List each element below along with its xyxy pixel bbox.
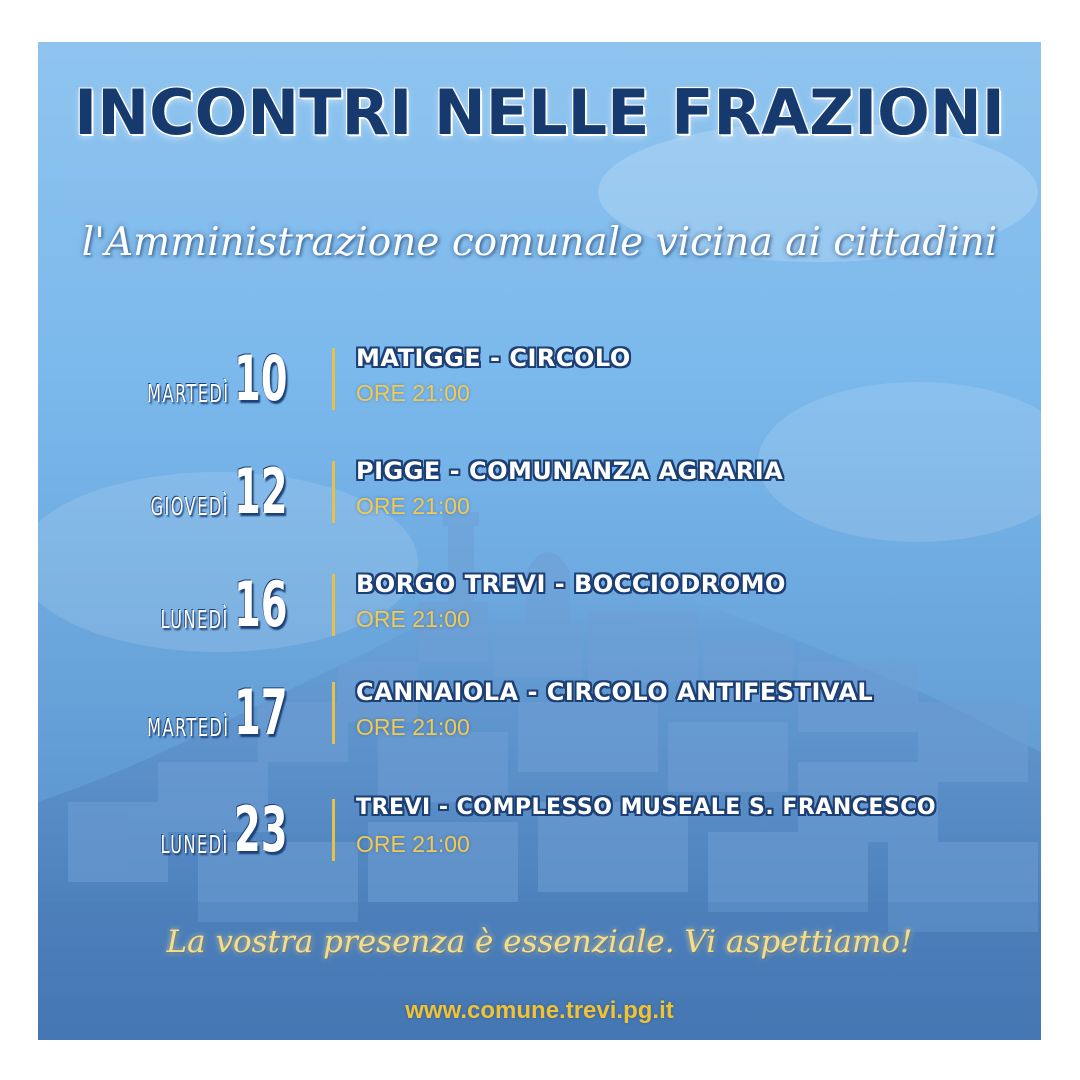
event-day-name: MARTEDÌ — [146, 713, 229, 742]
event-time: ORE 21:00 — [356, 714, 470, 740]
event-day-number: 16 — [234, 568, 288, 641]
event-day-number: 17 — [234, 676, 288, 749]
event-place: BORGO TREVI - BOCCIODROMO — [356, 570, 786, 598]
website-link[interactable]: www.comune.trevi.pg.it — [405, 997, 674, 1024]
event-item — [38, 568, 1041, 648]
event-time: ORE 21:00 — [356, 606, 470, 632]
event-day-name: MARTEDÌ — [146, 379, 229, 408]
event-day-name: GIOVEDÌ — [150, 492, 229, 521]
poster-title: INCONTRI NELLE FRAZIONI — [74, 76, 1005, 149]
event-day-number: 23 — [234, 793, 288, 866]
event-place: TREVI - COMPLESSO MUSEALE S. FRANCESCO — [356, 795, 937, 820]
event-time: ORE 21:00 — [356, 380, 470, 406]
event-item — [38, 793, 1041, 873]
event-poster — [38, 42, 1041, 1040]
event-day-name: LUNEDÌ — [160, 830, 229, 859]
event-day-number: 10 — [234, 342, 288, 415]
event-divider — [332, 461, 335, 523]
event-time: ORE 21:00 — [356, 831, 470, 857]
event-time: ORE 21:00 — [356, 493, 470, 519]
event-divider — [332, 574, 335, 636]
event-place: MATIGGE - CIRCOLO — [356, 344, 631, 372]
poster-tagline: La vostra presenza è essenziale. Vi aspettiamo! — [166, 924, 913, 960]
poster-subtitle: l'Amministrazione comunale vicina ai cittadini — [81, 220, 998, 265]
event-day-name: LUNEDÌ — [160, 605, 229, 634]
event-item — [38, 455, 1041, 535]
event-divider — [332, 799, 335, 861]
event-list — [38, 42, 1041, 1040]
event-divider — [332, 682, 335, 744]
event-divider — [332, 348, 335, 410]
event-item — [38, 676, 1041, 756]
event-place: PIGGE - COMUNANZA AGRARIA — [356, 457, 784, 485]
event-item — [38, 342, 1041, 422]
event-place: CANNAIOLA - CIRCOLO ANTIFESTIVAL — [356, 678, 874, 706]
event-day-number: 12 — [234, 455, 288, 528]
